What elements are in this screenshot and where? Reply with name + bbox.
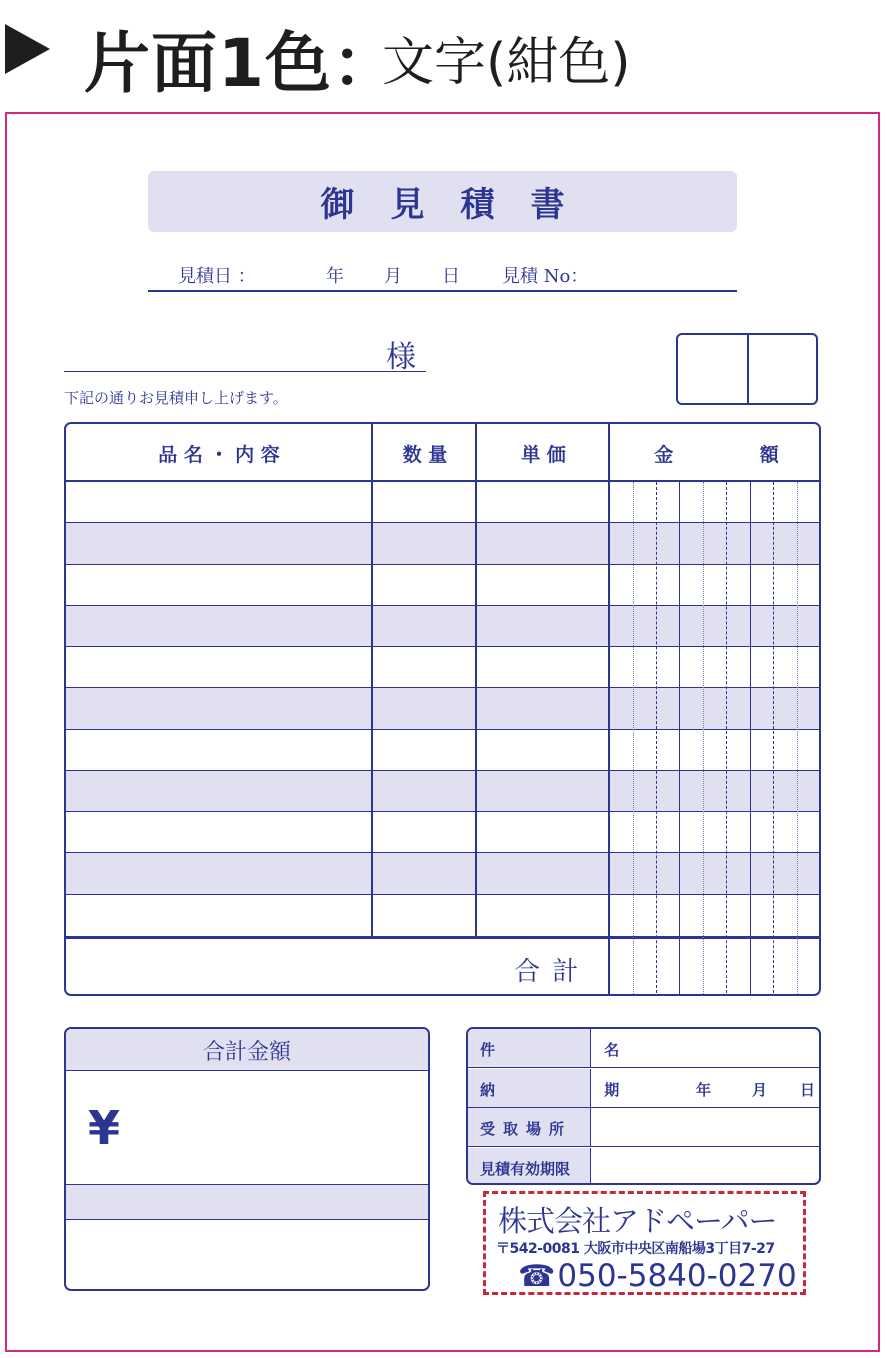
info-row-deadline	[468, 1069, 819, 1108]
total-row	[66, 936, 819, 996]
column-divider	[608, 424, 610, 996]
column-header-item: 品 名 ・ 内 容	[158, 444, 280, 466]
column-header-qty: 数 量	[402, 444, 448, 466]
info-label-cell	[468, 1029, 672, 1067]
info-label-cell	[468, 1148, 591, 1186]
digit-guide	[656, 482, 657, 996]
yen-symbol: ¥	[88, 1101, 121, 1155]
company-stamp	[483, 1191, 806, 1295]
digit-guide	[703, 482, 704, 996]
seal-boxes	[676, 333, 818, 405]
month-label: 月	[384, 266, 402, 287]
estimate-no-label: 見積 No：	[502, 266, 589, 287]
recipient-line	[64, 371, 426, 372]
deadline-label: 納 期	[480, 1080, 672, 1099]
total-label: 合 計	[514, 957, 581, 987]
digit-guide	[726, 482, 727, 996]
table-header	[66, 424, 819, 482]
company-name: 株式会社アドペーパー	[498, 1204, 777, 1238]
column-header-amount: 金 額	[654, 444, 819, 466]
table-row	[66, 730, 819, 771]
play-triangle-icon	[5, 24, 50, 74]
column-divider	[371, 424, 373, 936]
phone-icon: ☎	[518, 1259, 556, 1294]
info-label-cell	[468, 1069, 672, 1107]
grand-total-band	[66, 1184, 428, 1220]
grand-total-label: 合計金額	[66, 1029, 428, 1071]
table-row	[66, 895, 819, 936]
column-divider	[475, 424, 477, 936]
subject-label: 件 名	[480, 1041, 672, 1059]
header-title-main: 片面1色：	[84, 25, 399, 102]
deadline-month: 月	[752, 1080, 768, 1099]
company-address: 〒542-0081 大阪市中央区南船場3丁目7-27	[496, 1241, 775, 1257]
year-label: 年	[326, 266, 344, 287]
date-row	[148, 258, 737, 292]
company-tel-number: 050-5840-0270	[557, 1258, 797, 1294]
table-row	[66, 853, 819, 894]
valid-until-label: 見積有効期限	[480, 1159, 571, 1178]
info-row-subject	[468, 1029, 819, 1068]
company-tel	[518, 1258, 797, 1294]
intro-text: 下記の通りお見積申し上げます。	[64, 389, 288, 407]
digit-guide	[633, 482, 634, 996]
table-row	[66, 771, 819, 812]
table-row	[66, 523, 819, 564]
page-header	[0, 0, 886, 100]
info-table	[466, 1027, 821, 1185]
header-title-sub: 文字(紺色)	[382, 33, 631, 93]
document-title: 御見積書	[148, 171, 737, 232]
deadline-year: 年	[696, 1080, 712, 1099]
delivery-place-label: 受取場所	[480, 1120, 573, 1138]
date-label: 見積日 ：	[178, 266, 256, 287]
day-label: 日	[442, 266, 460, 287]
deadline-day: 日	[800, 1080, 816, 1099]
digit-guide	[797, 482, 798, 996]
digit-guide	[773, 482, 774, 996]
column-header-unit-price: 単 価	[521, 444, 566, 466]
info-row-delivery	[468, 1108, 819, 1147]
table-row	[66, 606, 819, 647]
table-row	[66, 688, 819, 729]
info-row-valid	[468, 1148, 819, 1186]
table-row	[66, 812, 819, 853]
table-row	[66, 482, 819, 523]
table-row	[66, 565, 819, 606]
table-row	[66, 647, 819, 688]
grand-total-box	[64, 1027, 430, 1291]
info-label-cell	[468, 1108, 591, 1146]
digit-guide	[750, 482, 751, 996]
seal-divider	[747, 335, 749, 403]
honorific-label: 様	[386, 340, 416, 375]
digit-guide	[679, 482, 680, 996]
estimate-table	[64, 422, 821, 996]
